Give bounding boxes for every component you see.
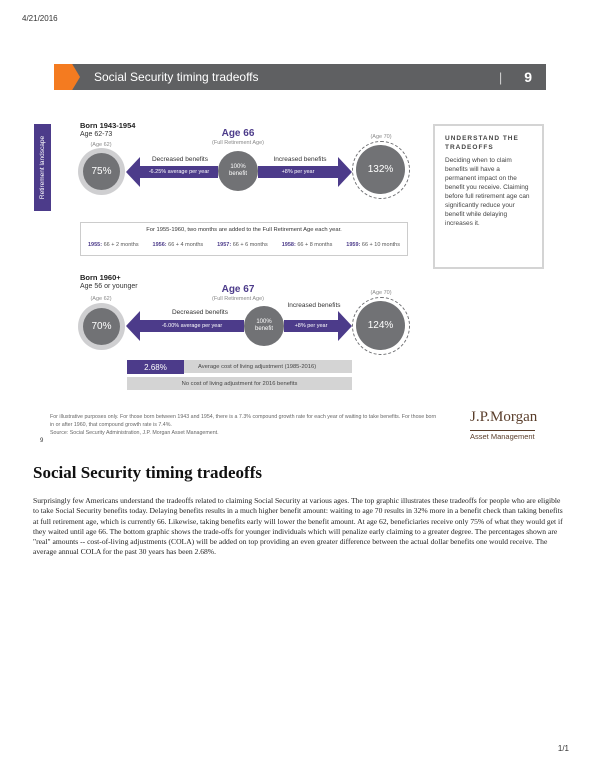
group1-mid-age: Age 66 (221, 128, 255, 139)
orange-arrow-icon (54, 64, 80, 90)
group2-decreased-label: Decreased benefits (171, 309, 228, 316)
group2-mid-pct: 100% (256, 319, 272, 325)
article-body: Surprisingly few Americans understand the tradeoffs related to claiming Social Security at various ages. The top graphic illustrates these tradeoffs for people who are eligible to take Social Security benefits today. Delaying benefits results in a much higher benefit amount: waiting to age 70 results in 32% more in a benefit check than taking benefits at full retirement age, which is currently 66. Likewise, taking benefits early will lower the benefit amount. At age 62, beneficiaries receive only 75% of what they would get if they waited until age 66. The bottom graphic shows the trade-offs for younger individuals which will penalize early claiming to a greater degree. The percentages shown are "real" amounts -- cost-of-living adjustments (COLA) will be added on top providing an even greater difference between the actual dollar benefits one would receive. The average annual COLA for the past 30 years has been 2.68%. (33, 496, 563, 557)
group2-decreased-rate: -6.00% average per year (140, 320, 244, 332)
group2-left-circle (78, 303, 125, 350)
fra-item: 1957: 66 + 6 months (217, 242, 268, 248)
group2-right-pct: 124% (356, 301, 405, 350)
fra-note: For 1955-1960, two months are added to the Full Retirement Age each year. (146, 227, 342, 233)
group2-sub: Age 56 or younger (80, 283, 138, 290)
group2-mid-sub: (Full Retirement Age) (212, 296, 264, 302)
cola-none-label: No cost of living adjustment for 2016 benefits (127, 377, 352, 390)
group1-decreased-label: Decreased benefits (151, 156, 208, 163)
fra-item: 1955: 66 + 2 months (87, 242, 139, 248)
article-title: Social Security timing tradeoffs (33, 463, 262, 482)
group1-right-pct: 132% (356, 145, 405, 194)
group1-mid-pct: 100% (230, 164, 246, 170)
group2-title: Born 1960+ (80, 273, 121, 282)
page-count: 1/1 (557, 744, 569, 753)
slide-page-number: 9 (40, 438, 44, 444)
footnote-text: For illustrative purposes only. For those born between 1943 and 1954, there is a 7.3% compound growth rate for each year of waiting to take benefits. For those born in or after 1960, that compound growth rate is 7.4%. (50, 414, 437, 428)
print-date: 4/21/2016 (22, 14, 58, 23)
group1-right-arrow-icon (338, 157, 352, 187)
tradeoff-text: Deciding when to claim benefits will have a permanent impact on the benefit you receive. Claiming before full retirement age can significantly reduce your benefit while delaying increases it. (445, 157, 530, 227)
group1-increased-label: Increased benefits (273, 156, 327, 163)
group2-left-pct: 70% (83, 308, 120, 345)
group1-right-age: (Age 70) (370, 134, 392, 140)
group1-left-pct: 75% (83, 153, 120, 190)
tradeoff-box (433, 124, 544, 269)
group2-left-age: (Age 62) (90, 296, 112, 302)
footnote-source: Source: Social Security Administration, J.P. Morgan Asset Management. (50, 430, 219, 436)
slide-number: 9 (524, 69, 532, 85)
group2-right-circle-outline (352, 297, 410, 355)
group1-mid-circle (218, 151, 258, 191)
logo-sub: Asset Management (470, 432, 535, 441)
group1-title: Born 1943-1954 (80, 121, 136, 130)
jpmorgan-logo (470, 409, 550, 444)
group2-right-arrow-icon (338, 311, 352, 341)
group1-sub: Age 62-73 (80, 131, 113, 138)
fra-box (80, 222, 408, 256)
side-tab-label: Retirement landscape (39, 135, 47, 200)
slide-title: Social Security timing tradeoffs (94, 70, 259, 84)
group1-mid-sub: (Full Retirement Age) (212, 140, 264, 146)
group2-right-age: (Age 70) (370, 290, 392, 296)
group1-left-circle (78, 148, 125, 195)
fra-item: 1959: 66 + 10 months (346, 242, 400, 248)
fra-item: 1956: 66 + 4 months (152, 242, 204, 248)
group1-increased-rate: +8% per year (258, 166, 338, 178)
logo-main: J.P.Morgan (470, 409, 538, 425)
group2-increased-rate: +8% per year (284, 320, 338, 332)
group1-decreased-rate: -6.25% average per year (140, 166, 218, 178)
tradeoff-heading: UNDERSTAND THE TRADEOFFS (445, 135, 519, 151)
fra-items (81, 242, 407, 248)
group1-left-arrow-icon (126, 157, 140, 187)
side-tab (34, 124, 51, 211)
group1-right-circle-outline (352, 141, 410, 199)
cola-pct: 2.68% (127, 360, 184, 374)
group2-left-arrow-icon (126, 311, 140, 341)
cola-avg-label: Average cost of living adjustment (1985-2016) (184, 360, 352, 373)
group2-mid-age: Age 67 (221, 284, 255, 295)
group2-increased-label: Increased benefits (287, 302, 341, 309)
group1-mid-label: benefit (228, 171, 247, 177)
fra-item: 1958: 66 + 8 months (281, 242, 333, 248)
group1-left-age: (Age 62) (90, 142, 112, 148)
footnote (50, 413, 440, 437)
group2-mid-label: benefit (254, 326, 273, 332)
group2-mid-circle (244, 306, 284, 346)
header-separator: | (498, 69, 503, 85)
slide-header (54, 64, 546, 90)
